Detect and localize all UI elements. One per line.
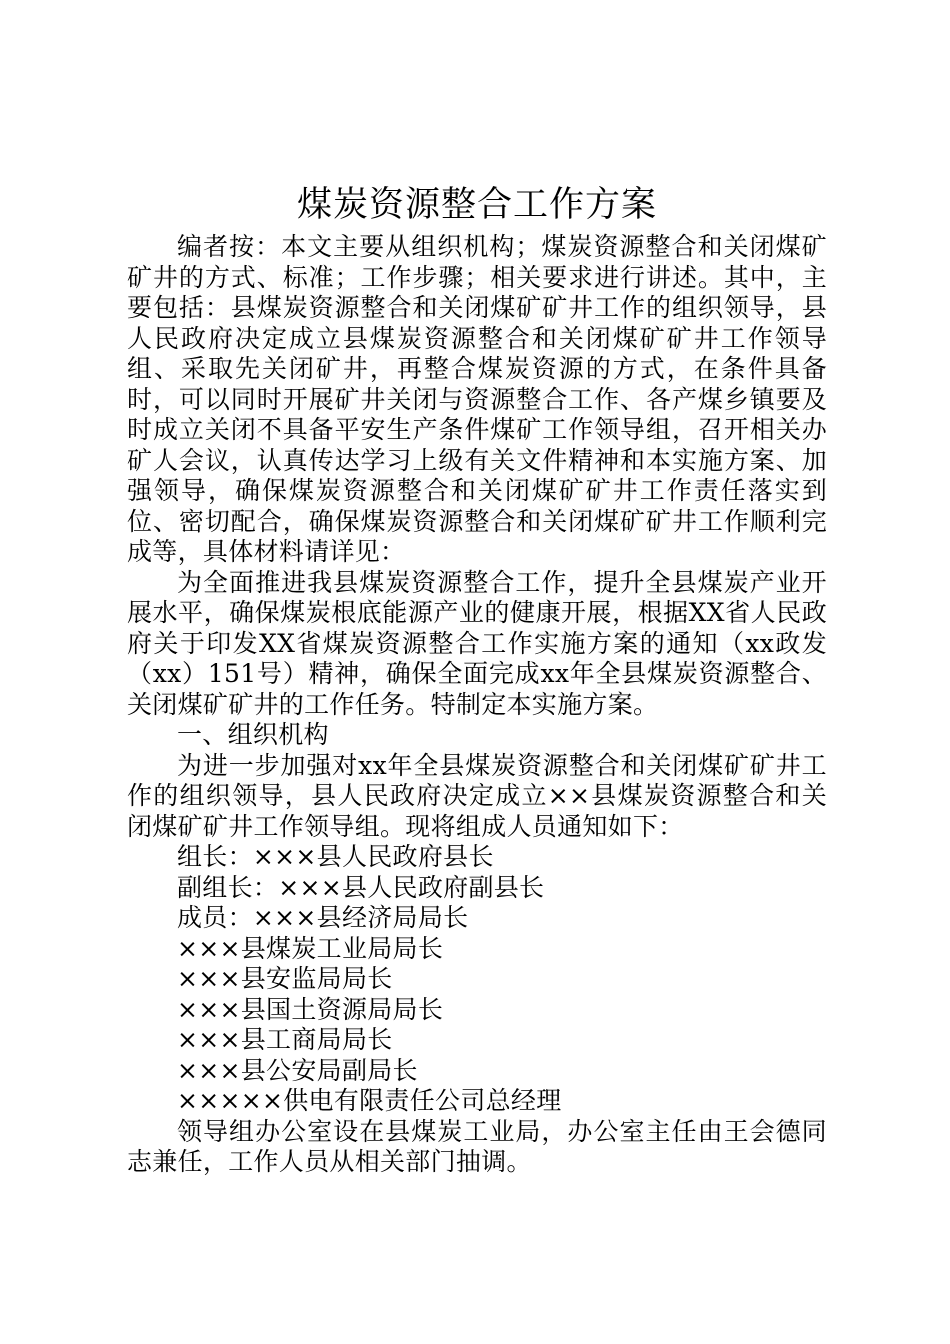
editor-note-paragraph: 编者按：本文主要从组织机构；煤炭资源整合和关闭煤矿矿井的方式、标准；工作步骤；相关要求进行讲述。其中，主要包括：县煤炭资源整合和关闭煤矿矿井工作的组织领导，县人民政府决定成立县煤炭资源整合和关闭煤矿矿井工作领导组、采取先关闭矿井，再整合煤炭资源的方式，在条件具备时，可以同时开展矿井关闭与资源整合工作、各产煤乡镇要及时成立关闭不具备平安生产条件煤矿工作领导组，召开相关办矿人会议，认真传达学习上级有关文件精神和本实施方案、加强领导，确保煤炭资源整合和关闭煤矿矿井工作责任落实到位、密切配合，确保煤炭资源整合和关闭煤矿矿井工作顺利完成等，具体材料请详见： (127, 232, 827, 566)
member-line: ×××县安监局局长 (177, 964, 393, 993)
member-line: ×××县煤炭工业局局长 (177, 933, 444, 963)
member-line: ×××县工商局局长 (177, 1025, 393, 1054)
office-paragraph: 领导组办公室设在县煤炭工业局，办公室主任由王会德同志兼任，工作人员从相关部门抽调。 (127, 1116, 827, 1176)
group-leader-line: 组长：×××县人民政府县长 (177, 842, 494, 871)
section-heading-organization: 一、组织机构 (177, 720, 329, 749)
member-line: ×××县公安局副局长 (177, 1055, 418, 1085)
document-page (127, 180, 827, 1178)
member-line: ×××县国土资源局局长 (177, 994, 444, 1024)
deputy-leader-line: 副组长：×××县人民政府副县长 (177, 872, 545, 902)
document-title: 煤炭资源整合工作方案 (296, 185, 657, 225)
intro-paragraph: 为全面推进我县煤炭资源整合工作，提升全县煤炭产业开展水平，确保煤炭根底能源产业的健康开展，根据XX省人民政府关于印发XX省煤炭资源整合工作实施方案的通知（xx政发（xx）151号）精神，确保全面完成xx年全县煤炭资源整合、关闭煤矿矿井的工作任务。特制定本实施方案。 (127, 567, 827, 719)
members-line: 成员：×××县经济局局长 (177, 903, 469, 932)
member-line: ×××××供电有限责任公司总经理 (177, 1086, 562, 1115)
organization-paragraph: 为进一步加强对xx年全县煤炭资源整合和关闭煤矿矿井工作的组织领导，县人民政府决定成立××县煤炭资源整合和关闭煤矿矿井工作领导组。现将组成人员通知如下： (127, 750, 827, 841)
